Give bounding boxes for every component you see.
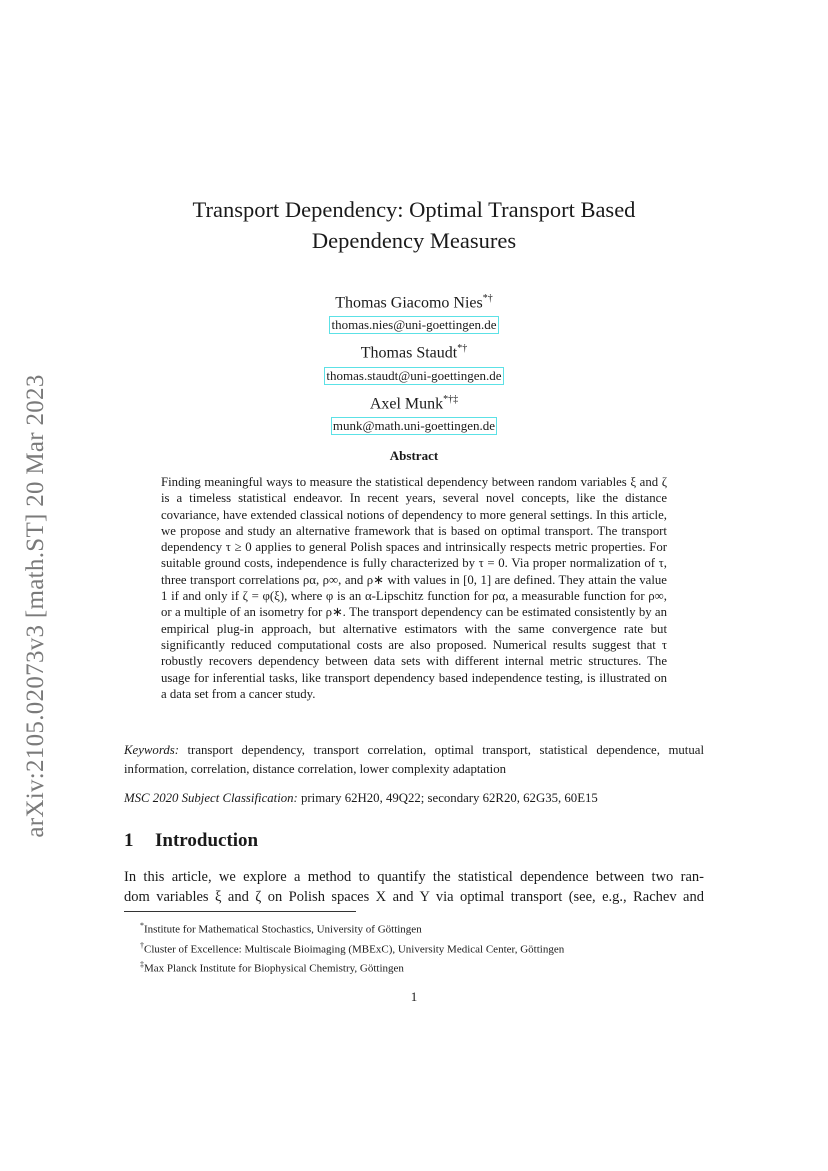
author-email-link[interactable]: thomas.staudt@uni-goettingen.de: [326, 367, 502, 383]
footnote: †Cluster of Excellence: Multiscale Bioimaging (MBExC), University Medical Center, Göttingen: [140, 940, 565, 956]
author-name: Axel Munk*†‡: [369, 393, 459, 412]
abstract-body: [161, 474, 667, 702]
arxiv-identifier-stamp: arXiv:2105.02073v3 [math.ST] 20 Mar 2023: [22, 374, 49, 838]
footnotes: [140, 918, 700, 977]
page-number: 1: [410, 989, 418, 1004]
abstract-text: Finding meaningful ways to measure the statistical dependency between random variables ξ and ζ is a timeless statistical endeavor. In recent years, several novel concepts, like the distance covariance, have extended classical notions of dependency to more general settings. In this article, we propose and study an alternative framework that is based on optimal transport. The transport dependency τ ≥ 0 applies to general Polish spaces and intrinsically respects metric properties. For suitable ground costs, independence is fully characterized by τ = 0. Via proper normalization of τ, three transport correlations ρα, ρ∞, and ρ∗ with values in [0, 1] are defined. They attain the value 1 if and only if ζ = φ(ξ), where φ is an α-Lipschitz function for ρα, a measurable function for ρ∞, or a multiple of an isometry for ρ∗. The transport dependency can be estimated consistently by an empirical plug-in approach, but alternative estimators with the same convergence rate but significantly reduced computational costs are also proposed. Numerical results suggest that τ robustly recovers dependency between data sets with different internal metric structures. The usage for inferential tasks, like transport dependency based independence testing, is illustrated on a data set from a cancer study.: [161, 475, 667, 701]
keywords-text: transport dependency, transport correlation, optimal transport, statistical dependence, mutual information, correlation, distance correlation, lower complexity adaptation: [124, 743, 704, 776]
author-staudt: [100, 338, 728, 384]
title-line-2: Dependency Measures: [311, 228, 517, 253]
keywords-label: Keywords:: [124, 743, 179, 757]
author-email-link[interactable]: munk@math.uni-goettingen.de: [332, 417, 496, 433]
author-nies: [100, 288, 728, 334]
intro-line-1: In this article, we explore a method to quantify the statistical dependence between two ran-: [124, 869, 704, 885]
author-email-link[interactable]: thomas.nies@uni-goettingen.de: [331, 317, 497, 333]
affiliation-marks: *†‡: [443, 393, 459, 405]
author-block: [100, 288, 728, 439]
author-munk: [100, 389, 728, 435]
introduction-paragraph: [124, 867, 704, 907]
author-name: Thomas Staudt*†: [360, 343, 468, 362]
title-line-1: Transport Dependency: Optimal Transport Based: [192, 197, 636, 222]
msc-label: MSC 2020 Subject Classification:: [124, 791, 298, 805]
keywords: [124, 741, 704, 779]
section-number: 1: [124, 830, 134, 851]
section-heading-introduction: [124, 830, 258, 852]
abstract-heading: Abstract: [389, 448, 439, 463]
affiliation-marks: *†: [457, 343, 468, 355]
footnote: *Institute for Mathematical Stochastics, University of Göttingen: [140, 921, 422, 936]
author-name: Thomas Giacomo Nies*†: [335, 293, 493, 312]
msc-classification: [124, 789, 704, 808]
paper-title: [100, 194, 728, 256]
section-title: Introduction: [155, 830, 259, 851]
msc-text: primary 62H20, 49Q22; secondary 62R20, 62G35, 60E15: [297, 791, 598, 805]
footnote: ‡Max Planck Institute for Biophysical Chemistry, Göttingen: [140, 960, 404, 975]
affiliation-marks: *†: [482, 293, 493, 304]
intro-line-2: dom variables ξ and ζ on Polish spaces X and Y via optimal transport (see, e.g., Rachev and: [124, 889, 704, 905]
footnote-divider: [124, 911, 356, 912]
